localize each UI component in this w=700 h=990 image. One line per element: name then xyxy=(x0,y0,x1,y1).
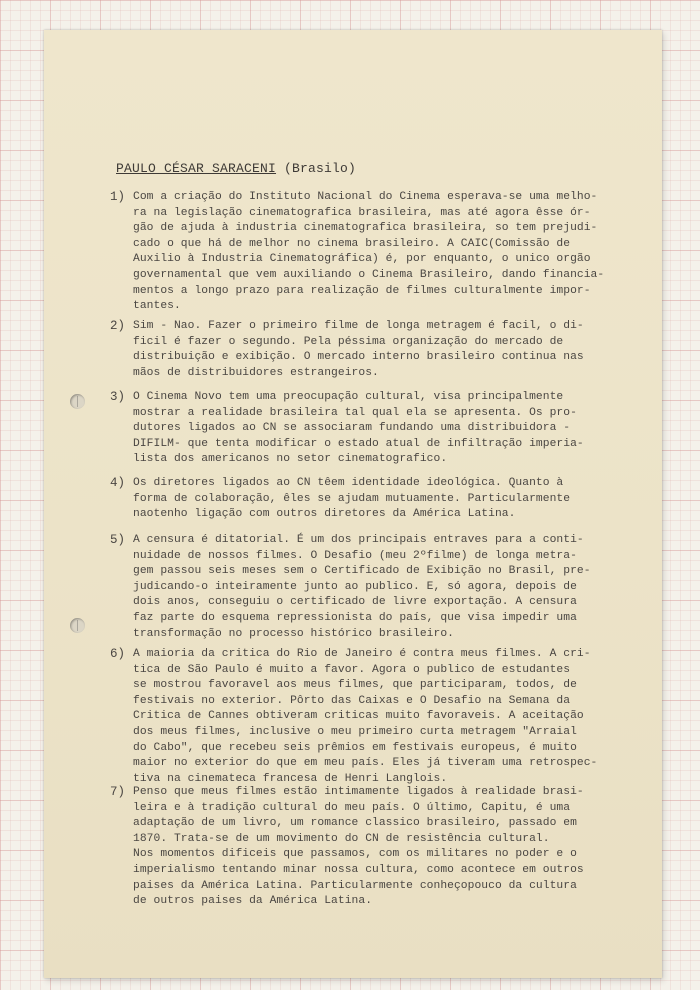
answer-number: 5) xyxy=(110,533,126,547)
answer-2 xyxy=(110,319,640,381)
answer-number: 1) xyxy=(110,190,126,204)
answer-4 xyxy=(110,476,640,523)
answer-7 xyxy=(110,785,640,910)
answer-number: 2) xyxy=(110,319,126,333)
author-name: PAULO CÉSAR SARACENI xyxy=(116,161,277,176)
answer-number: 3) xyxy=(110,390,126,404)
answer-text: Com a criação do Instituto Nacional do Cinema esperava-se uma melho- ra na legislação cinematografica brasileira, mas até agora êsse ór- gão de ajuda à industria cinematografica brasileira, so tem prejudi- cado o que há de melhor no cinema brasileiro. A CAIC(Comissão de Auxilio à Industria Cinematográfica) é, por enquanto, o unico orgão governamental que vem auxiliando o Cinema Brasileiro, dando financia- mentos a longo prazo para realização de filmes culturalmente impor- tantes. xyxy=(133,191,605,313)
answer-text: Os diretores ligados ao CN têem identidade ideológica. Quanto à forma de colaboração, êles se ajudam mutuamente. Particularmente naotenho ligação com outros diretores da América Latina. xyxy=(133,477,571,521)
answer-text: Penso que meus filmes estão intimamente ligados à realidade brasi- leira e à tradição cultural do meu país. O último, Capitu, é uma adaptação de um livro, um romance classico brasileiro, passado em 1870. Trata-se de um movimento do CN de resistência cultural. Nos momentos dificeis que passamos, com os militares no poder e o imperialismo tentando minar nossa cultura, como acontece em outros paises da América Latina. Particularmente conheçopouco da cultura de outros paises da América Latina. xyxy=(133,786,584,908)
answer-text: O Cinema Novo tem uma preocupação cultural, visa principalmente mostrar a realidade brasileira tal qual ela se apresenta. Os pro- dutores ligados ao CN se associaram fundando uma distribuidora - DIFILM- que tenta modificar o estado atual de infiltração imperia- lista dos americanos no setor cinematografico. xyxy=(133,391,584,466)
author-country: (Brasilo) xyxy=(284,161,357,176)
answer-text: Sim - Nao. Fazer o primeiro filme de longa metragem é facil, o di- ficil é fazer o segundo. Pela péssima organização do mercado de distribuição e exibição. O mercado interno brasileiro continua nas mãos de distribuidores estrangeiros. xyxy=(133,320,584,379)
answer-number: 7) xyxy=(110,785,126,799)
punch-hole-top xyxy=(70,394,85,409)
answer-text: A maioria da critica do Rio de Janeiro é contra meus filmes. A cri- tica de São Paulo é muito a favor. Agora o publico de estudantes se mostrou favoravel aos meus filmes, que participaram, todos, de festivais no exterior. Pôrto das Caixas e O Desafio na Semana da Critica de Cannes obtiveram criticas muito favoraveis. A aceitação dos meus filmes, inclusive o meu primeiro curta metragem "Arraial do Cabo", que recebeu seis prêmios em festivais europeus, é muito maior no exterior do que em meu país. Eles já tiveram uma retrospec- tiva na cinemateca francesa de Henri Langlois. xyxy=(133,648,598,785)
answer-1 xyxy=(110,190,640,315)
document-header xyxy=(116,161,356,176)
answer-number: 6) xyxy=(110,647,126,661)
answer-text: A censura é ditatorial. É um dos principais entraves para a conti- nuidade de nossos filmes. O Desafio (meu 2ºfilme) de longa metra- gem passou seis meses sem o Certificado de Exibição no Brasil, pre- judicando-o inteiramente junto ao publico. E, só agora, depois de dois anos, conseguiu o certificado de livre exportação. A censura faz parte do esquema repressionista do país, que visa impedir uma transformação no processo histórico brasileiro. xyxy=(133,534,591,640)
typewritten-page xyxy=(44,30,662,978)
answer-5 xyxy=(110,533,640,642)
answer-3 xyxy=(110,390,640,468)
answer-6 xyxy=(110,647,640,787)
answer-number: 4) xyxy=(110,476,126,490)
punch-hole-bottom xyxy=(70,618,85,633)
